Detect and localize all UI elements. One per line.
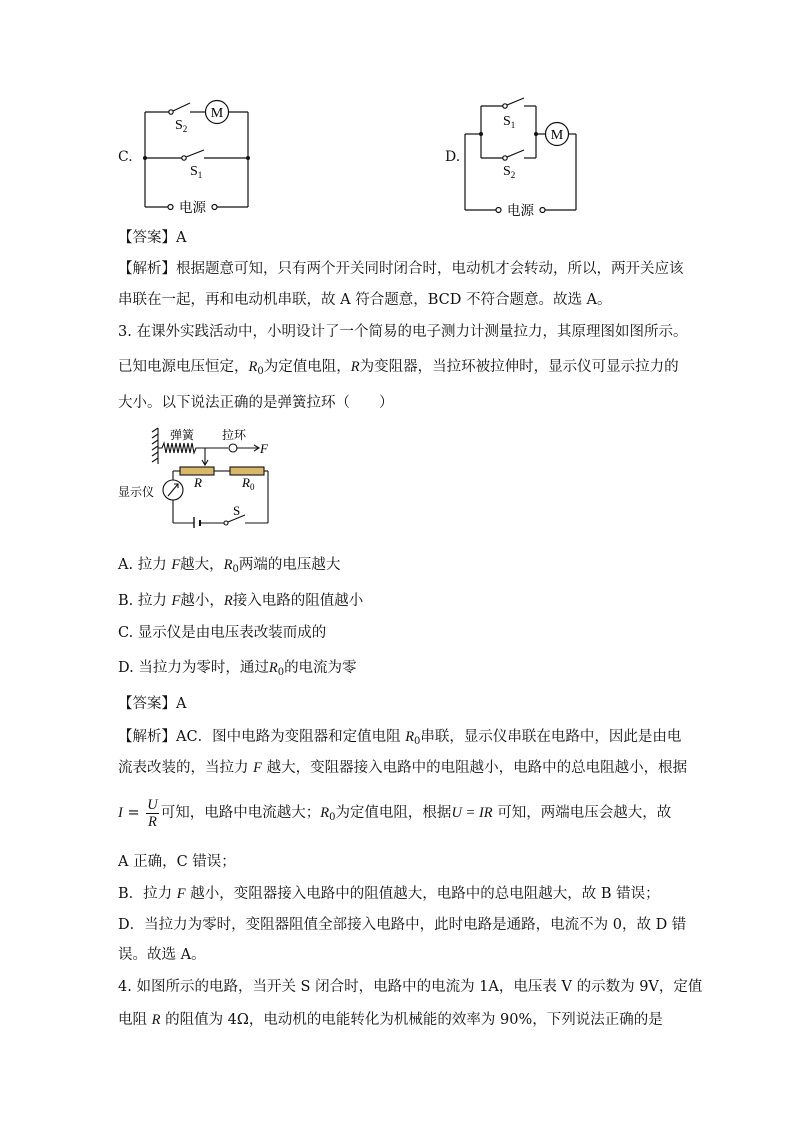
analysis-line: 误。故选 A。 bbox=[118, 947, 206, 963]
motor-label: M bbox=[210, 106, 224, 121]
analysis-line: 【解析】AC．图中电路为变阻器和定值电阻 $R_0$串联，显示仪串联在电路中，因此是由电 bbox=[118, 729, 682, 747]
analysis-line: D．当拉力为零时，变阻器阻值全部接入电路中，此时电路是通路，电流不为 0，故 D 错 bbox=[118, 917, 687, 933]
power-source-label: 电源 bbox=[179, 200, 206, 215]
question-3-line: 已知电源电压恒定，$R_0$为定值电阻，R为变阻器，当拉环被拉伸时，显示仪可显示拉力的 bbox=[118, 359, 679, 377]
switch-label: S bbox=[233, 503, 241, 518]
force-meter-circuit-diagram bbox=[118, 424, 278, 528]
power-source-label: 电源 bbox=[507, 203, 534, 218]
circuit-diagram-c bbox=[138, 95, 258, 217]
spring-label: 弹簧 bbox=[170, 428, 195, 442]
question-3-line: 大小。以下说法正确的是弹簧拉环（ ） bbox=[118, 395, 394, 411]
analysis-line: B．拉力 F 越小，变阻器接入电路中的阻值越大，电路中的总电阻越大，故 B 错误； bbox=[118, 886, 660, 902]
display-label: 显示仪 bbox=[118, 485, 155, 499]
option-b: B. 拉力 F越小，R接入电路的阻值越小 bbox=[118, 593, 364, 609]
option-c: C. 显示仪是由电压表改装而成的 bbox=[118, 625, 327, 641]
fraction-u-over-r: $\frac{U}{R}$ bbox=[147, 796, 158, 830]
analysis-line: 【解析】根据题意可知，只有两个开关同时闭合时，电动机才会转动，所以，两开关应该 bbox=[118, 261, 684, 277]
question-4-line: 电阻 R 的阻值为 4Ω，电动机的电能转化为机械能的效率为 90%，下列说法正确的是 bbox=[118, 1012, 663, 1028]
option-d-label: D. bbox=[445, 149, 461, 165]
answer-label: 【答案】A bbox=[118, 230, 187, 246]
force-label: F bbox=[260, 441, 268, 456]
analysis-line: 串联在一起，再和电动机串联，故 A 符合题意，BCD 不符合题意。故选 A。 bbox=[118, 292, 612, 308]
motor-label: M bbox=[550, 128, 564, 143]
rheostat-label: R bbox=[194, 475, 202, 490]
answer-label: 【答案】A bbox=[118, 696, 187, 712]
switch-s2-label: $S_2$ bbox=[175, 118, 188, 134]
ring-label: 拉环 bbox=[222, 428, 247, 442]
question-4-line: 4. 如图所示的电路，当开关 S 闭合时，电路中的电流为 1A，电压表 V 的示数为 9V，定值 bbox=[118, 979, 703, 995]
circuit-diagram-d bbox=[460, 94, 585, 218]
switch-s1-label: $S_1$ bbox=[503, 114, 516, 130]
analysis-line-formula: I = $\frac{U}{R}$ 可知，电路中电流越大；$R_0$为定值电阻，根据U = IR 可知，两端电压会越大，故 bbox=[118, 796, 672, 830]
analysis-line: A 正确，C 错误； bbox=[118, 854, 236, 870]
option-c-label: C. bbox=[118, 149, 133, 165]
question-3-line: 3. 在课外实践活动中，小明设计了一个简易的电子测力计测量拉力，其原理图如图所示。 bbox=[118, 324, 688, 340]
option-a: A. 拉力 F越大，$R_0$两端的电压越大 bbox=[118, 557, 341, 575]
switch-s2-label: $S_2$ bbox=[503, 164, 516, 180]
option-d: D. 当拉力为零时，通过$R_0$的电流为零 bbox=[118, 660, 357, 678]
resistor-r0-label: $R_0$ bbox=[242, 475, 255, 492]
analysis-line: 流表改装的，当拉力 F 越大，变阻器接入电路中的电阻越小，电路中的总电阻越小，根据 bbox=[118, 760, 688, 776]
switch-s1-label: $S_1$ bbox=[190, 164, 203, 180]
